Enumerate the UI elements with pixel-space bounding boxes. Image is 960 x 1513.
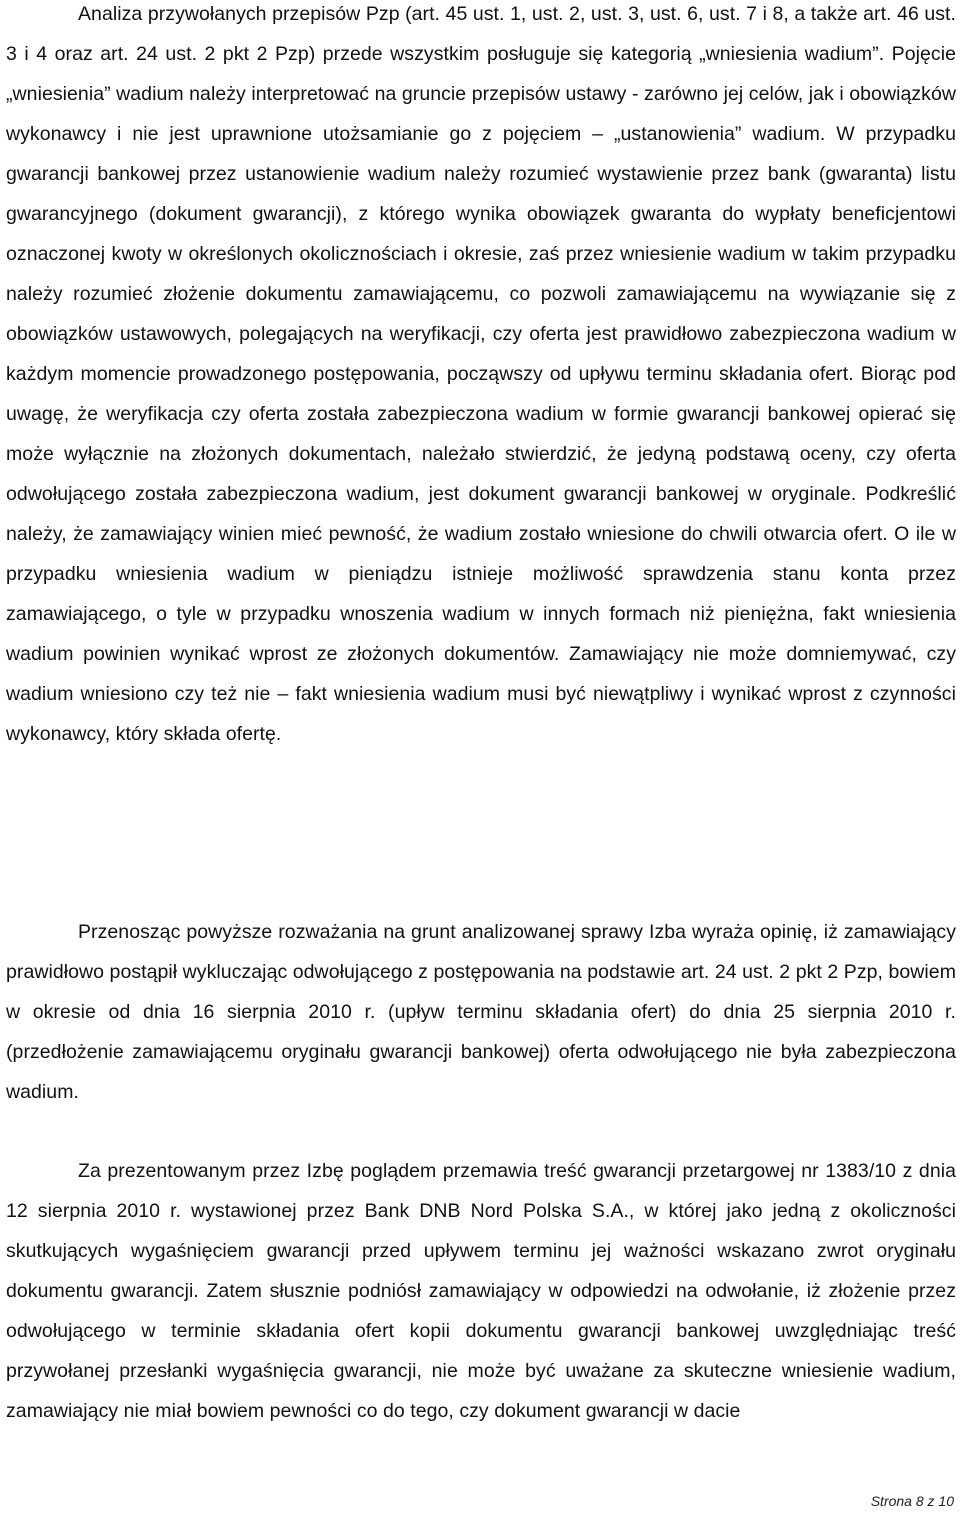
page-number-footer: Strona 8 z 10 bbox=[870, 1493, 954, 1509]
paragraph-2: Przenosząc powyższe rozważania na grunt analizowanej sprawy Izba wyraża opinię, iż zamawiający prawidłowo postąpił wykluczając odwołującego z postępowania na podstawie art. 24 ust. 2 pkt 2 Pzp, bowiem w okresie od dnia 16 sierpnia 2010 r. (upływ terminu składania ofert) do dnia 25 sierpnia 2010 r. (przedłożenie zamawiającemu oryginału gwarancji bankowej) oferta odwołującego nie była zabezpieczona wadium. bbox=[6, 921, 956, 1103]
paragraph-3: Za prezentowanym przez Izbę poglądem przemawia treść gwarancji przetargowej nr 1383/10 z dnia 12 sierpnia 2010 r. wystawionej przez Bank DNB Nord Polska S.A., w której jako jedną z okoliczności skutkujących wygaśnięciem gwarancji przed upływem terminu jej ważności wskazano zwrot oryginału dokumentu gwarancji. Zatem słusznie podniósł zamawiający w odpowiedzi na odwołanie, iż złożenie przez odwołującego w terminie składania ofert kopii dokumentu gwarancji bankowej uwzględniając treść przywołanej przesłanki wygaśnięcia gwarancji, nie może być uważane za skuteczne wniesienie wadium, zamawiający nie miał bowiem pewności co do tego, czy dokument gwarancji w dacie bbox=[6, 1160, 956, 1422]
paragraph-1: Analiza przywołanych przepisów Pzp (art. 45 ust. 1, ust. 2, ust. 3, ust. 6, ust. 7 i 8, a także art. 46 ust. 3 i 4 oraz art. 24 ust. 2 pkt 2 Pzp) przede wszystkim posługuje się kategorią „wniesienia wadium”. Pojęcie „wniesienia” wadium należy interpretować na gruncie przepisów ustawy - zarówno jej celów, jak i obowiązków wykonawcy i nie jest uprawnione utożsamianie go z pojęciem – „ustanowienia” wadium. W przypadku gwarancji bankowej przez ustanowienie wadium należy rozumieć wystawienie przez bank (gwaranta) listu gwarancyjnego (dokument gwarancji), z którego wynika obowiązek gwaranta do wypłaty beneficjentowi oznaczonej kwoty w określonych okolicznościach i okresie, zaś przez wniesienie wadium w takim przypadku należy rozumieć złożenie dokumentu zamawiającemu, co pozwoli zamawiającemu na wywiązanie się z obowiązków ustawowych, polegających na weryfikacji, czy oferta jest prawidłowo zabezpieczona wadium w każdym momencie prowadzonego postępowania, począwszy od upływu terminu składania ofert. Biorąc pod uwagę, że weryfikacja czy oferta została zabezpieczona wadium w formie gwarancji bankowej opierać się może wyłącznie na złożonych dokumentach, należało stwierdzić, że jedyną podstawą oceny, czy oferta odwołującego została zabezpieczona wadium, jest dokument gwarancji bankowej w oryginale. Podkreślić należy, że zamawiający winien mieć pewność, że wadium zostało wniesione do chwili otwarcia ofert. O ile w przypadku wniesienia wadium w pieniądzu istnieje możliwość sprawdzenia stanu konta przez zamawiającego, o tyle w przypadku wnoszenia wadium w innych formach niż pieniężna, fakt wniesienia wadium powinien wynikać wprost ze złożonych dokumentów. Zamawiający nie może domniemywać, czy wadium wniesiono czy też nie – fakt wniesienia wadium musi być niewątpliwy i wynikać wprost z czynności wykonawcy, który składa ofertę. bbox=[6, 3, 956, 745]
